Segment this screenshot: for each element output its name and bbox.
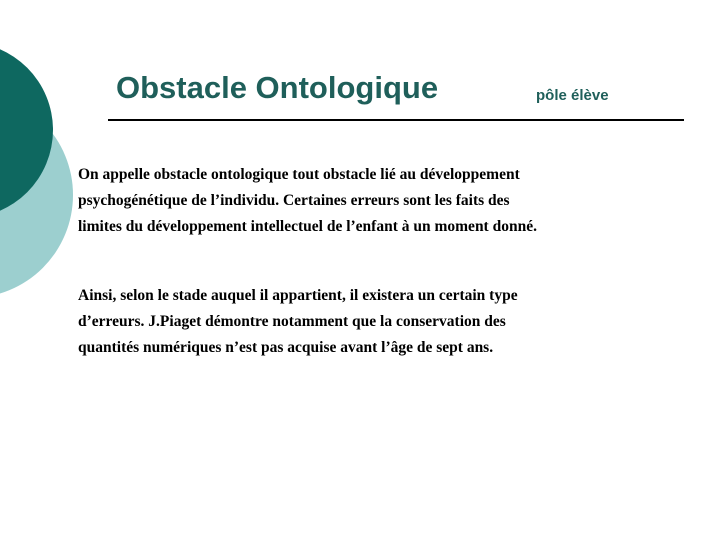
paragraph-line: quantités numériques n’est pas acquise avant l’âge de sept ans. (78, 339, 494, 356)
slide-subtitle: pôle élève (536, 87, 609, 104)
paragraph-line: limites du développement intellectuel de l’enfant à un moment donné. (78, 218, 537, 235)
paragraph-1 (78, 162, 698, 240)
paragraph-line: Ainsi, selon le stade auquel il appartient, il existera un certain type (78, 287, 518, 304)
paragraph-line: d’erreurs. J.Piaget démontre notamment que la conservation des (78, 313, 506, 330)
decorative-circles (0, 0, 80, 300)
paragraph-line: On appelle obstacle ontologique tout obstacle lié au développement (78, 166, 520, 183)
paragraph-line: psychogénétique de l’individu. Certaines erreurs sont les faits des (78, 192, 510, 209)
slide-title: Obstacle Ontologique (116, 70, 439, 105)
paragraph-2 (78, 283, 698, 361)
title-divider (108, 119, 684, 121)
